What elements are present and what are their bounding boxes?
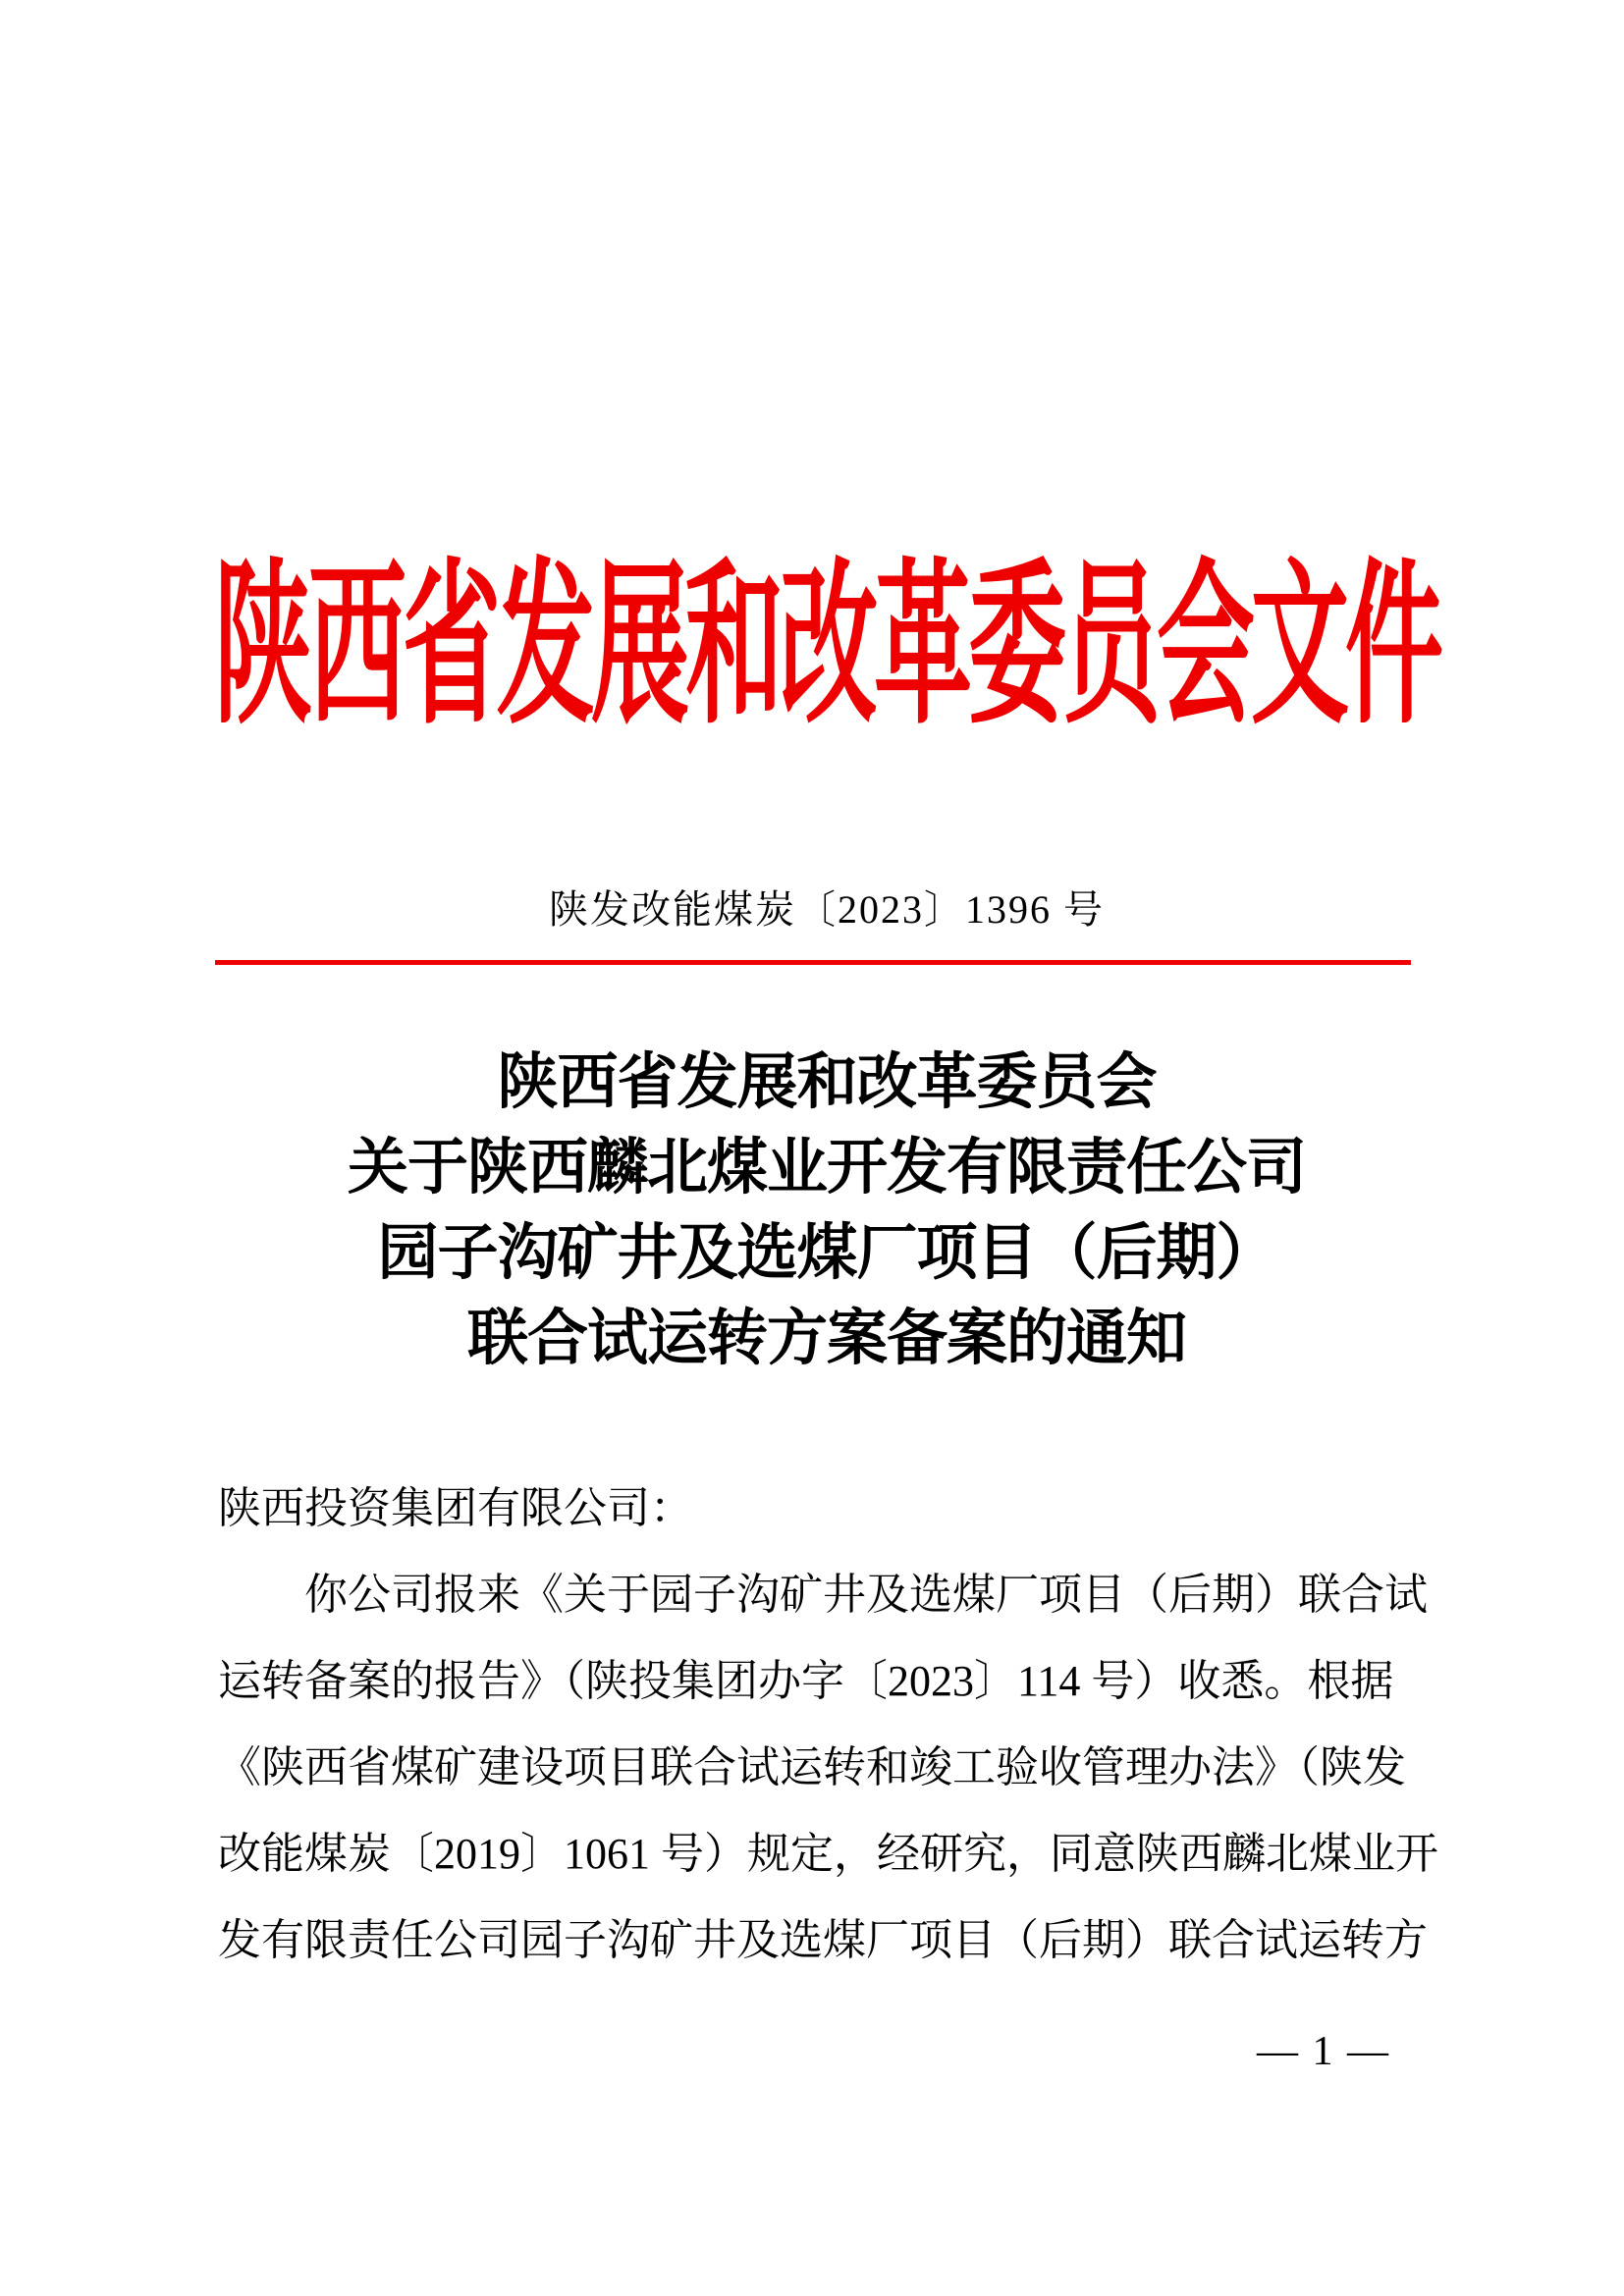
body-line-1: 你公司报来《关于园子沟矿井及选煤厂项目（后期）联合试: [304, 1571, 1428, 1619]
document-number: 陕发改能煤炭〔2023〕1396 号: [549, 887, 1105, 932]
notice-title-line-2: 关于陕西麟北煤业开发有限责任公司: [347, 1135, 1306, 1201]
body-line-2: 运转备案的报告》（陕投集团办字〔2023〕114 号）收悉。根据: [218, 1657, 1394, 1705]
body-line-3: 《陕西省煤矿建设项目联合试运转和竣工验收管理办法》（陕发: [218, 1743, 1406, 1791]
agency-banner-title: 陕西省发展和改革委员会文件: [214, 549, 1439, 745]
page-number: — 1 —: [1257, 2029, 1390, 2074]
notice-title-line-1: 陕西省发展和改革委员会: [497, 1049, 1157, 1116]
body-line-5: 发有限责任公司园子沟矿井及选煤厂项目（后期）联合试运转方: [218, 1916, 1428, 1964]
notice-title-line-3: 园子沟矿井及选煤厂项目（后期）: [377, 1220, 1276, 1287]
recipient-line: 陕西投资集团有限公司：: [218, 1484, 693, 1532]
body-line-4: 改能煤炭〔2019〕1061 号）规定，经研究，同意陕西麟北煤业开: [218, 1830, 1438, 1878]
red-divider-line: [215, 960, 1411, 965]
document-body: [218, 1466, 1445, 1984]
notice-title: [208, 1041, 1445, 1382]
red-header-banner: [208, 549, 1445, 745]
notice-title-line-4: 联合试运转方案备案的通知: [466, 1306, 1186, 1372]
